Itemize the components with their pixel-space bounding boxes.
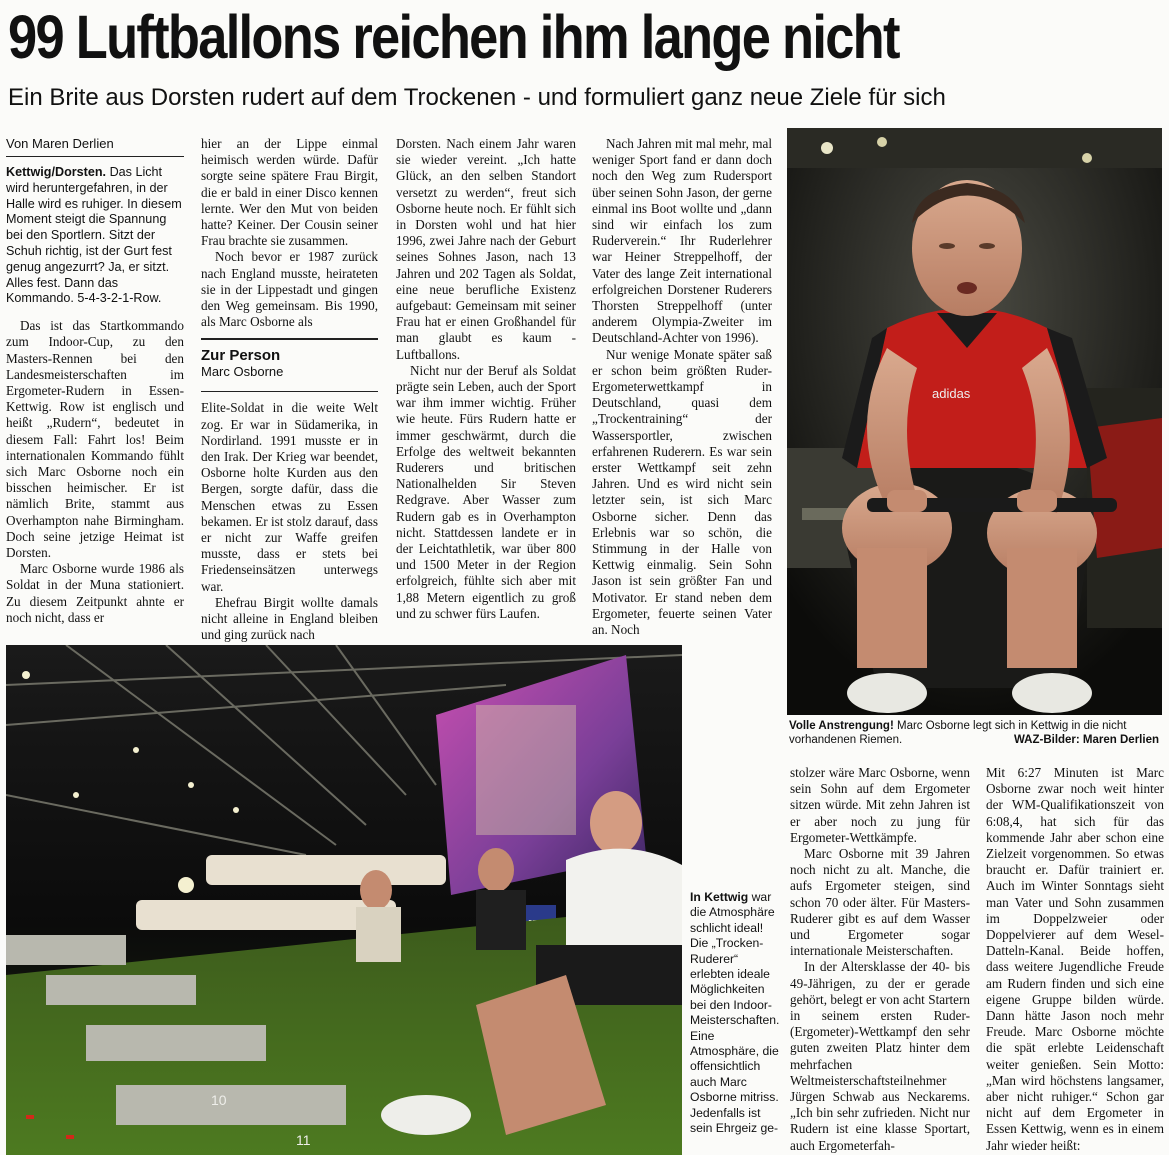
photo-rower-portrait (787, 128, 1162, 715)
paragraph: Nur wenige Monate später saß er schon beim größten Ruder-Ergometerwettkampf in Deutschland, quasi dem „Trockentraining“ der Wassersportler, zwischen erfahrenen Ruderern. Es war sein erster Wettkampf seit zehn Jahren. Und es wird nicht sein letzter sein, ist sich Marc Osborne sicher. Denn das Erlebnis war so schön, die Stimmung in der Halle von Kettwig einmalig. Sein Sohn Jason ist sein größter Fan und Motivator. Er stand neben dem Ergometer, feuerte seinen Vater an. Noch (592, 346, 772, 638)
lane-number: 11 (296, 1132, 311, 1148)
article-column-2 (201, 136, 378, 643)
lead-dateline: Kettwig/Dorsten. (6, 165, 107, 179)
zur-person-top-rule (201, 338, 378, 340)
paragraph: In der Altersklasse der 40- bis 49-Jährigen, zu der er gerade gehört, belegt er von acht Startern in seinem ersten Ruder-(Ergometer)-Wettkampf den sehr guten zweiten Platz hinter dem mehrfachen Weltmeisterschaftsteilnehmer Jürgen Schwab aus Neckarems. „Ich bin sehr zufrieden. Nicht nur Rudern ist eine klasse Sportart, auch Ergometerfah- (790, 959, 970, 1153)
photo-rower-portrait-graphic (787, 128, 1162, 715)
lead-paragraph (6, 165, 184, 307)
lead-text: Das Licht wird heruntergefahren, in der Halle wird es ruhiger. In diesem Moment steigt die Spannung bei den Sportlern. Sitzt der Schuh richtig, ist der Gurt fest genug angezurrt? Ja, er sitzt. Alles fest. Dann das Kommando. 5-4-3-2-1-Row. (6, 165, 182, 306)
headline: 99 Luftballons reichen ihm lange nicht (8, 3, 899, 71)
article-column-5 (790, 765, 970, 1154)
zur-person-bottom-rule (201, 391, 378, 392)
photo-rowing-hall (6, 645, 682, 1155)
byline-divider (6, 156, 184, 157)
photo-rowing-hall-graphic (6, 645, 682, 1155)
article-column-1 (6, 136, 184, 626)
caption-text: war die Atmosphäre schlicht ideal! Die „Trocken-Ruderer“ erlebten ideale Möglichkeiten bei den Indoor-Meisterschaften. Eine Atmosphäre, die offensichtlich auch Marc Osborne mitriss. Jedenfalls ist sein Ehrgeiz ge- (690, 890, 780, 1136)
photo-caption-portrait (789, 719, 1159, 747)
photo-caption-hall (690, 890, 780, 1137)
paragraph: Elite-Soldat in die weite Welt zog. Er war in Südamerika, in Nordirland. 1991 musste er in den Irak. Der Krieg war beendet, Osborne holte Kurden aus den Bergen, sorgte dafür, dass die Menschen etwas zu Essen bekamen. Er ist stolz darauf, dass er nicht zur Waffe greifen musste, dass er stets bei Friedenseinsätzen unterwegs war. (201, 400, 378, 594)
paragraph: Dorsten. Nach einem Jahr waren sie wieder vereint. „Ich hatte Glück, an den selben Standort versetzt zu werden“, freut sich Osborne heute noch. Er fühlt sich in Dorsten wohl und hat hier 1996, zwei Jahre nach der Geburt seines Sohnes Jason, nach 13 Jahren und 202 Tagen als Soldat, eine neue berufliche Existenz aufgebaut: Gemeinsam mit seiner Frau hat er einen Großhandel für man glaubt es kaum - Luftballons. (396, 136, 576, 362)
paragraph: Mit 6:27 Minuten ist Marc Osborne zwar noch weit hinter der WM-Qualifikationszeit von 6:08,4, hat sich für das kommende Jahr aber schon eine Zielzeit vorgenommen. So etwas braucht er. Dafür trainiert er. Auch im Winter Sonntags sieht man Vater und Sohn zusammen im Doppelzweier oder Doppelvierer auf dem Wesel-Datteln-Kanal. Beide hoffen, dass weitere Jugendliche Freude am Rudern finden und sich eine eigene Gruppe bilden würde. Dann hätte Jason noch mehr Freude. Marc Osborne möchte die spät erlebte Leidenschaft weiter genießen. Sein Motto: „Man wird höchstens langsamer, aber nicht ruhiger.“ Schon gar nicht auf dem Ergometer in Essen Kettwig, wenn es in einem Jahr wieder heißt: (986, 765, 1164, 1153)
paragraph: hier an der Lippe einmal heimisch werden würde. Dafür sorgte seine spätere Frau Birgit, die er bald in einer Disco kennen lernte. Wer den Mut von beiden hatte? Keiner. Der Cousin seiner Frau brachte sie zusammen. (201, 136, 378, 249)
shirt-logo: adidas (932, 386, 971, 401)
photo-credit: WAZ-Bilder: Maren Derlien (1013, 734, 1159, 746)
zur-person-title: Zur Person (201, 347, 281, 365)
paragraph: Nach Jahren mit mal mehr, mal weniger Sport fand er dann doch noch den Weg zum Rudersport über seinen Sohn Jason, der gerne einmal ins Boot wollte und „dann sind wir einfach los zum Ruderverein.“ Ihr Ruderlehrer war Heiner Streppelhoff, der Vater des lange Zeit international erfolgreichen Dorstener Ruderers Thorsten Streppelhoff (unter anderem Olympia-Zweiter im Deutschland-Achter von 1996). (592, 136, 772, 346)
paragraph: stolzer wäre Marc Osborne, wenn sein Sohn auf dem Ergometer sitzen würde. Mit zehn Jahren ist er aber noch zu jung für Ergometer-Wettkämpfe. (790, 765, 970, 845)
article-column-6 (986, 765, 1164, 1154)
zur-person-name: Marc Osborne (201, 364, 284, 380)
byline: Von Maren Derlien (6, 136, 114, 151)
lane-number: 10 (211, 1092, 227, 1108)
paragraph: Marc Osborne mit 39 Jahren noch nicht zu alt. Manche, die aufs Ergometer steigen, sind schon 70 oder älter. Für Masters-Ruderer gibt es auf dem Wasser und Ergometer sogar internationale Meisterschaften. (790, 846, 970, 959)
paragraph: Nicht nur der Beruf als Soldat prägte sein Leben, auch der Sport war ihm immer wichtig. Früher wie heute. Fürs Rudern hatte er immer geschwärmt, durch die Erfolge des weltweit bekannten Ruderers und britischen Nationalhelden Sir Steven Redgrave. Aber Wasser zum Rudern gab es in Overhampton nicht. Stattdessen landete er in der Leichtathletik, war über 800 und 1500 Meter in der Region erfolgreich, fühlte sich aber mit 1,88 Metern eigentlich zu groß und zu schwer fürs Laufen. (396, 362, 576, 621)
paragraph: Das ist das Startkommando zum Indoor-Cup, zu den Masters-Rennen bei den Landesmeisterschaften im Ergometer-Rudern in Essen-Kettwig. Row ist englisch und heißt „Rudern“, bedeutet in diesem Fall: Fahrt los! Beim internationalen Kommando fühlt sich Marc Osborne noch ein bisschen heimischer. Er ist nämlich Brite, stammt aus Overhampton nahe Birmingham. Doch seine jetzige Heimat ist Dorsten. (6, 318, 184, 561)
article-column-4 (592, 136, 772, 638)
caption-bold: Volle Anstrengung! (789, 720, 894, 732)
caption-text: Marc Osborne legt sich in Kettwig in die nicht vorhandenen Riemen. (789, 720, 1127, 746)
article-column-3 (396, 136, 576, 622)
subheadline: Ein Brite aus Dorsten rudert auf dem Trockenen - und formuliert ganz neue Ziele für sich (8, 84, 946, 111)
paragraph: Marc Osborne wurde 1986 als Soldat in der Muna stationiert. Zu diesem Zeitpunkt ahnte er noch nicht, dass er (6, 561, 184, 625)
paragraph: Ehefrau Birgit wollte damals nicht alleine in England bleiben und ging zurück nach (201, 594, 378, 643)
caption-bold: In Kettwig (690, 890, 749, 904)
paragraph: Noch bevor er 1987 zurück nach England musste, heirateten sie in der Lippestadt und gingen den Weg gemeinsam. Bis 1990, als Marc Osborne als (201, 249, 378, 330)
